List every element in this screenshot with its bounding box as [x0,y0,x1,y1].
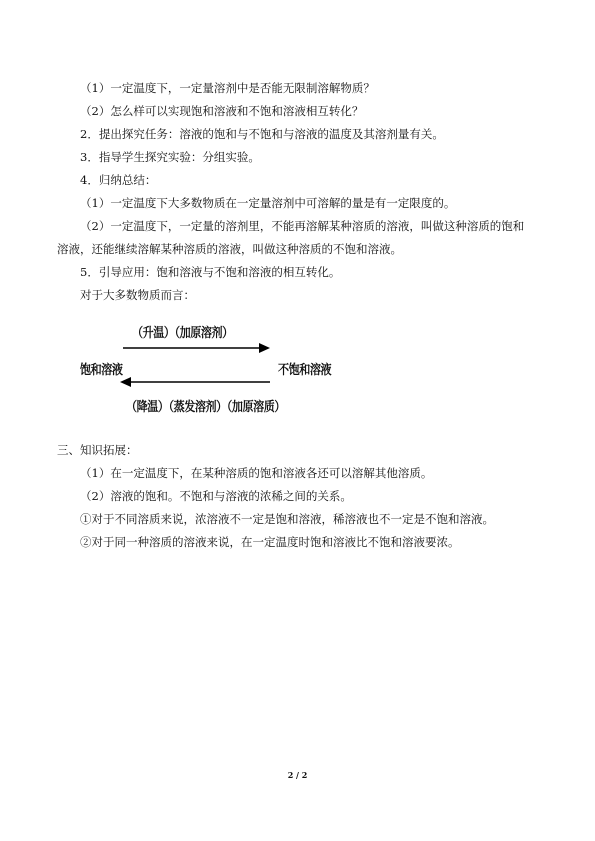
text-line-conclusion-2a: （2）一定温度下，一定量的溶剂里，不能再溶解某种溶质的溶液，叫做这种溶质的饱和 [80,219,525,233]
diagram-top-label: （升温）（加原溶剂） [132,326,233,341]
diagram-right-label: 不饱和溶液 [278,363,332,378]
text-line-q2: （2）怎么样可以实现饱和溶液和不饱和溶液相互转化？ [80,104,364,118]
text-line-step-3: 3．指导学生探究实验：分组实验。 [80,150,260,164]
text-line-extension-2: （2）溶液的饱和。不饱和与溶液的浓稀之间的关系。 [80,489,352,503]
text-line-extension-1: （1）在一定温度下，在某种溶质的饱和溶液各还可以溶解其他溶质。 [80,466,433,480]
text-line-most-substances: 对于大多数物质而言： [80,288,195,302]
text-line-extension-3: ①对于不同溶质来说，浓溶液不一定是饱和溶液，稀溶液也不一定是不饱和溶液。 [80,512,494,526]
text-line-conclusion-1: （1）一定温度下大多数物质在一定量溶剂中可溶解的量是有一定限度的。 [80,196,456,210]
text-line-extension-4: ②对于同一种溶质的溶液来说，在一定温度时饱和溶液比不饱和溶液要浓。 [80,535,460,549]
text-line-step-2: 2．提出探究任务：溶液的饱和与不饱和与溶液的温度及其溶剂量有关。 [80,127,444,141]
arrow-right-head [259,343,270,353]
diagram-bottom-label: （降温）（蒸发溶剂）（加原溶质） [126,400,285,415]
diagram-left-label: 饱和溶液 [80,363,123,378]
text-line-q1: （1）一定温度下，一定量溶剂中是否能无限制溶解物质？ [80,81,375,95]
arrow-left-head [120,377,131,387]
text-line-conclusion-2b: 溶液，还能继续溶解某种溶质的溶液，叫做这种溶质的不饱和溶液。 [57,242,402,256]
text-line-step-5: 5．引导应用：饱和溶液与不饱和溶液的相互转化。 [80,265,341,279]
page-number: 2 / 2 [287,770,308,780]
section-heading-3: 三、知识拓展： [57,443,138,457]
text-line-step-4: 4．归纳总结： [80,173,157,187]
